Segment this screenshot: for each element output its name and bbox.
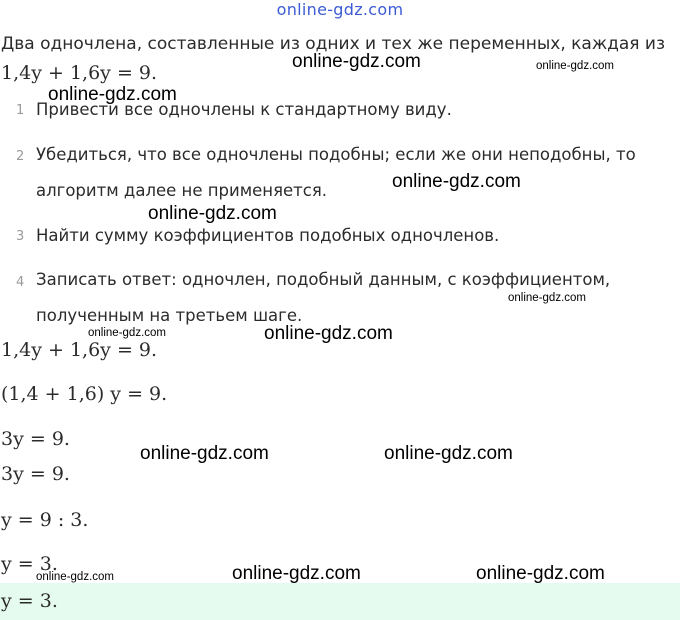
watermark: online-gdz.com (536, 60, 614, 72)
watermark: online-gdz.com (264, 323, 393, 344)
solution-line: (1,4 + 1,6) y = 9. (1, 383, 168, 405)
step-text: Записать ответ: одночлен, подобный данным, с коэффициентом, полученным на третьем шаге. (36, 270, 611, 325)
watermark: online-gdz.com (48, 84, 177, 105)
watermark: online-gdz.com (148, 203, 277, 224)
equation-initial: 1,4y + 1,6y = 9. (1, 62, 158, 84)
answer-line: y = 3. (1, 590, 58, 612)
watermark: online-gdz.com (384, 443, 513, 464)
solution-line: y = 9 : 3. (1, 509, 89, 531)
solution-line: y = 3. (1, 553, 58, 575)
site-header[interactable]: online-gdz.com (276, 0, 404, 19)
answer-highlight (0, 583, 680, 620)
watermark: online-gdz.com (36, 571, 114, 583)
step-number: 4 (16, 275, 25, 290)
solution-line: 3y = 9. (1, 463, 70, 485)
watermark: online-gdz.com (476, 563, 605, 584)
watermark: online-gdz.com (232, 563, 361, 584)
step-text: Найти сумму коэффициентов подобных одночленов. (36, 226, 500, 245)
step-number: 1 (16, 103, 25, 118)
step-number: 3 (16, 229, 25, 244)
step-text: Убедиться, что все одночлены подобны; если же они неподобны, то алгоритм далее не применяется. (36, 145, 636, 200)
solution-line: 1,4y + 1,6y = 9. (1, 339, 158, 361)
watermark: online-gdz.com (88, 327, 166, 339)
intro-text: Два одночлена, составленные из одних и тех же переменных, каждая из (1, 34, 666, 54)
step-text: Привести все одночлены к стандартному виду. (36, 100, 452, 119)
watermark: online-gdz.com (292, 51, 421, 72)
watermark: online-gdz.com (392, 171, 521, 192)
step-number: 2 (16, 149, 25, 164)
watermark: online-gdz.com (508, 292, 586, 304)
watermark: online-gdz.com (140, 443, 269, 464)
solution-line: 3y = 9. (1, 428, 70, 450)
